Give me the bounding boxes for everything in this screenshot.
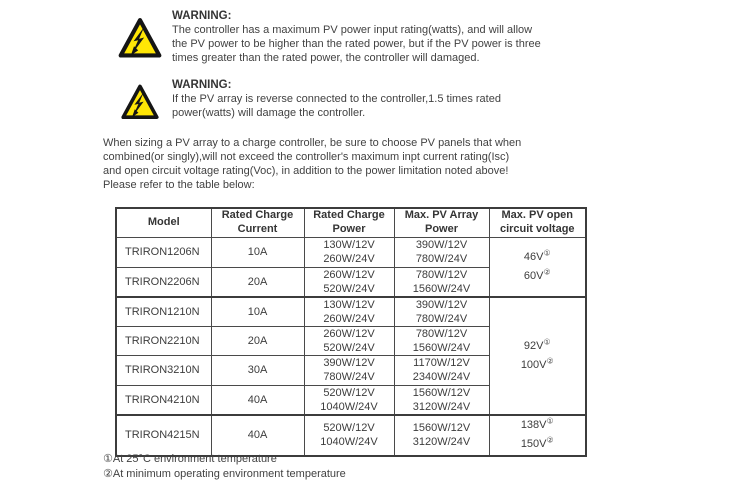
charge-power-12v: 130W/12V (323, 239, 375, 251)
array-power-cell (394, 415, 489, 456)
current-cell: 40A (211, 415, 304, 456)
current-cell: 20A (211, 326, 304, 355)
model-cell: TRIRON1210N (116, 297, 211, 327)
array-power-24v: 3120W/24V (412, 436, 471, 448)
voltage-line: 92V① (523, 336, 551, 352)
charge-power-cell (304, 355, 394, 385)
array-power-12v: 390W/12V (415, 298, 468, 311)
warning-title: WARNING: (172, 10, 232, 22)
array-power-cell (394, 297, 489, 327)
open-circuit-voltage-cell (489, 415, 586, 456)
array-power-cell (394, 237, 489, 267)
model-cell: TRIRON3210N (116, 355, 211, 385)
model-cell: TRIRON1206N (116, 237, 211, 267)
open-circuit-voltage-cell (489, 237, 586, 297)
column-header-max-pv-open-circuit-voltage: Max. PV open circuit voltage (489, 208, 586, 237)
voltage-line: 100V② (520, 355, 554, 371)
charge-power-24v: 1040W/24V (320, 436, 378, 448)
intro-line: Please refer to the table below: (103, 179, 255, 191)
footnote-ref-icon: ② (546, 355, 554, 365)
warning-body-line: If the PV array is reverse connected to the controller,1.5 times rated (172, 93, 501, 105)
array-power-cell (394, 355, 489, 385)
array-power-24v: 3120W/24V (412, 400, 471, 413)
table-row (116, 237, 586, 267)
pv-spec-table (115, 207, 587, 457)
model-cell: TRIRON4215N (116, 415, 211, 456)
charge-power-24v: 260W/24V (323, 312, 375, 325)
table-row (116, 415, 586, 456)
charge-power-24v: 520W/24V (323, 341, 375, 354)
warning-body-line: The controller has a maximum PV power input rating(watts), and will allow (172, 24, 533, 36)
voltage-line: 150V② (520, 435, 554, 450)
warning-body-line: power(watts) will damage the controller. (172, 107, 366, 119)
table-row (116, 297, 586, 327)
array-power-cell (394, 385, 489, 415)
array-power-12v: 390W/12V (415, 239, 468, 251)
footnote-ref-icon: ① (546, 416, 554, 426)
current-cell: 10A (211, 237, 304, 267)
table-header-row (116, 208, 586, 237)
model-cell: TRIRON4210N (116, 385, 211, 415)
array-power-24v: 780W/24V (415, 253, 468, 265)
array-power-12v: 1560W/12V (412, 422, 471, 434)
voltage-line: 46V① (523, 247, 551, 263)
charge-power-12v: 390W/12V (323, 357, 375, 369)
model-cell: TRIRON2206N (116, 267, 211, 297)
array-power-cell (394, 267, 489, 297)
column-header-model: Model (116, 208, 211, 237)
charge-power-cell (304, 415, 394, 456)
column-header-rated-charge-power: Rated Charge Power (304, 208, 394, 237)
voltage-line: 60V② (523, 266, 551, 282)
array-power-24v: 1560W/24V (412, 282, 471, 295)
array-power-12v: 780W/12V (415, 268, 468, 281)
charge-power-24v: 1040W/24V (320, 400, 378, 413)
footnote-2: ②At minimum operating environment temperature (103, 468, 346, 480)
footnote-ref-icon: ② (546, 435, 554, 445)
charge-power-cell (304, 267, 394, 297)
charge-power-12v: 260W/12V (323, 268, 375, 281)
warning-body-line: times greater than the rated power, the controller will damaged. (172, 52, 480, 64)
charge-power-cell (304, 237, 394, 267)
charge-power-12v: 520W/12V (323, 422, 375, 434)
footnote-1: ①At 25°C environment temperature (103, 453, 277, 465)
intro-paragraph (103, 136, 521, 192)
array-power-12v: 1560W/12V (412, 386, 471, 399)
charge-power-cell (304, 297, 394, 327)
array-power-12v: 780W/12V (415, 327, 468, 340)
charge-power-cell (304, 326, 394, 355)
array-power-12v: 1170W/12V (413, 357, 470, 369)
charge-power-24v: 260W/24V (323, 253, 375, 265)
intro-line: combined(or singly),will not exceed the controller's maximum inpt current rating(Isc) (103, 151, 510, 163)
warning-block-2 (172, 78, 632, 120)
intro-line: When sizing a PV array to a charge controller, be sure to choose PV panels that when (103, 137, 522, 149)
charge-power-cell (304, 385, 394, 415)
array-power-cell (394, 326, 489, 355)
charge-power-12v: 520W/12V (323, 386, 375, 399)
intro-line: and open circuit voltage rating(Voc), in addition to the power limitation noted above! (103, 165, 509, 177)
open-circuit-voltage-cell (489, 297, 586, 415)
column-header-max-pv-array-power: Max. PV Array Power (394, 208, 489, 237)
voltage-line: 138V① (520, 416, 554, 431)
current-cell: 40A (211, 385, 304, 415)
array-power-24v: 1560W/24V (412, 341, 471, 354)
current-cell: 30A (211, 355, 304, 385)
footnote-ref-icon: ① (543, 247, 551, 257)
array-power-24v: 2340W/24V (412, 371, 471, 383)
charge-power-24v: 520W/24V (323, 282, 375, 295)
column-header-rated-charge-current: Rated Charge Current (211, 208, 304, 237)
warning-block-1 (172, 9, 632, 65)
model-cell: TRIRON2210N (116, 326, 211, 355)
charge-power-12v: 130W/12V (323, 298, 375, 311)
charge-power-12v: 260W/12V (323, 327, 375, 340)
charge-power-24v: 780W/24V (323, 371, 375, 383)
warning-body-line: the PV power to be higher than the rated power, but if the PV power is three (172, 38, 541, 50)
high-voltage-warning-icon (117, 15, 163, 61)
footnote-ref-icon: ① (543, 336, 551, 346)
current-cell: 20A (211, 267, 304, 297)
high-voltage-warning-icon (120, 82, 160, 122)
array-power-24v: 780W/24V (415, 312, 468, 325)
footnote-ref-icon: ② (543, 266, 551, 276)
current-cell: 10A (211, 297, 304, 327)
warning-title: WARNING: (172, 79, 232, 91)
